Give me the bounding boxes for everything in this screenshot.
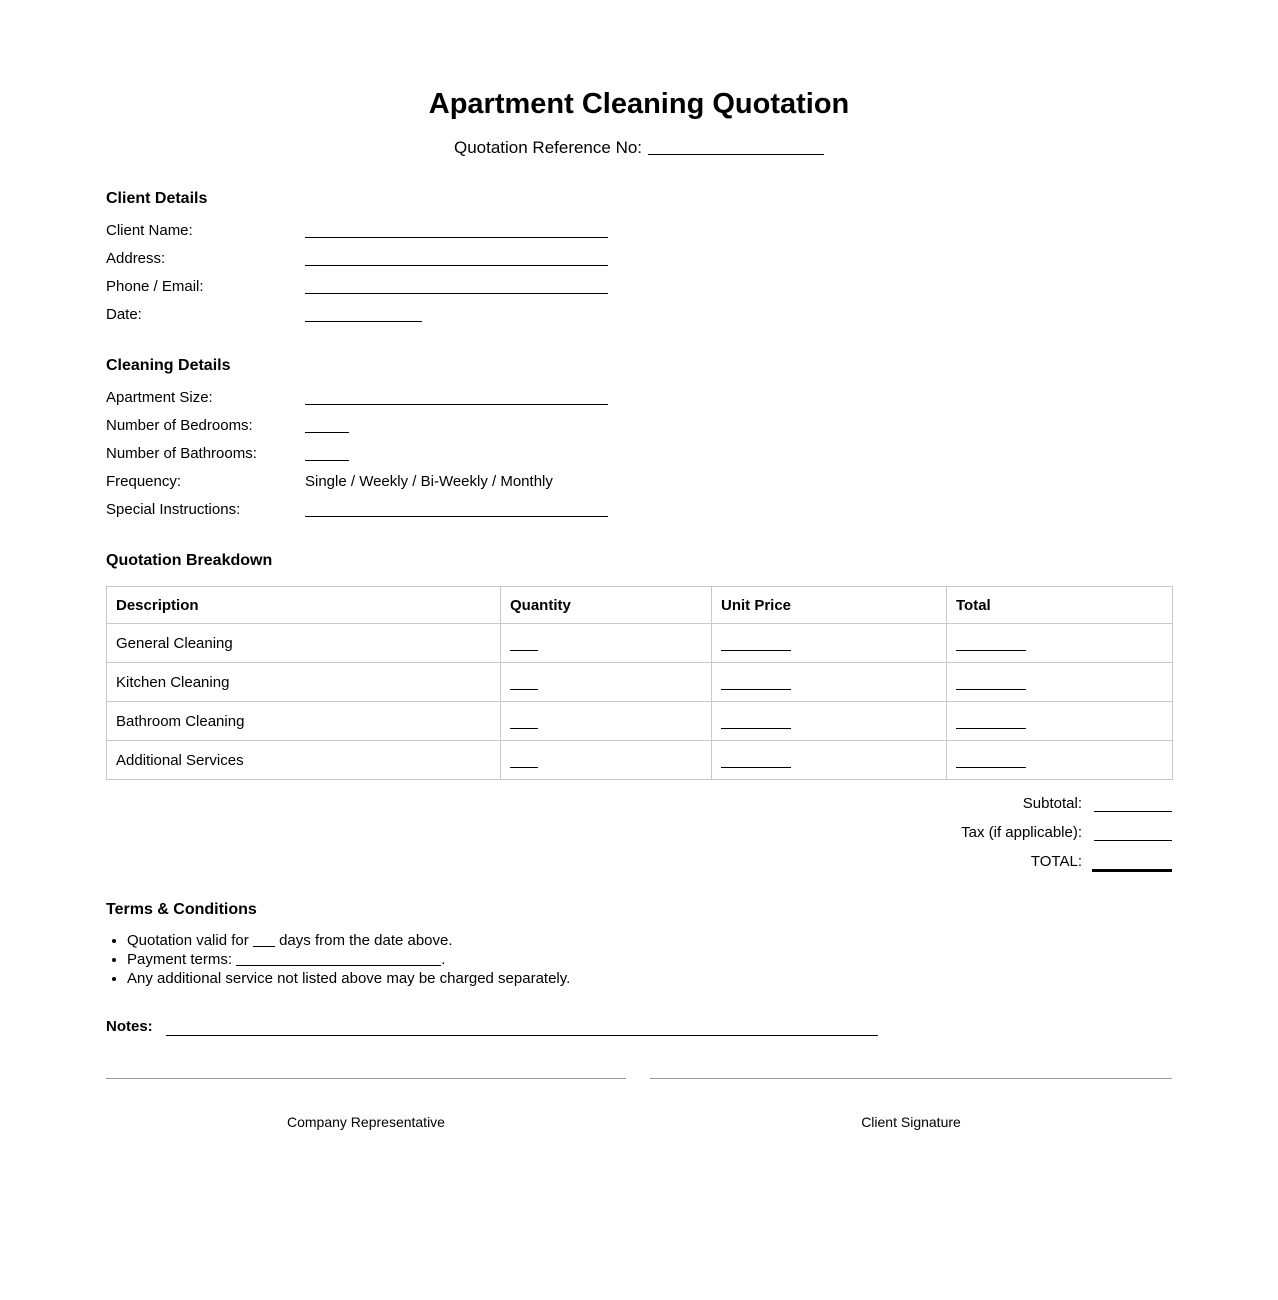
list-item [127, 931, 570, 950]
column-header-unit-price: Unit Price [712, 587, 947, 624]
cleaning-field-label: Frequency: [106, 473, 182, 490]
subtotal-input[interactable] [1094, 811, 1172, 812]
quotation-breakdown-table [106, 586, 1173, 780]
cell-description: General Cleaning [107, 624, 501, 663]
quotation-breakdown-heading: Quotation Breakdown [106, 552, 273, 569]
column-header-quantity: Quantity [501, 587, 712, 624]
table-header-row [107, 587, 1173, 624]
column-header-total: Total [947, 587, 1173, 624]
cleaning-field-label: Special Instructions: [106, 501, 241, 518]
cell-total [947, 702, 1173, 741]
client-field-input[interactable] [305, 321, 422, 322]
cleaning-details-heading: Cleaning Details [106, 357, 231, 374]
subtotal-row [760, 795, 1172, 817]
cleaning-field-label: Apartment Size: [106, 389, 213, 406]
cleaning-field-input[interactable] [305, 516, 608, 517]
client-field-row [106, 278, 1006, 300]
cell-total-input[interactable] [956, 689, 1026, 690]
cell-unit-price [712, 663, 947, 702]
cell-total [947, 741, 1173, 780]
company-representative-signature-line[interactable] [106, 1078, 626, 1079]
cleaning-field-row [106, 445, 1006, 467]
client-signature-label: Client Signature [861, 1114, 961, 1130]
cell-quantity [501, 663, 712, 702]
totals-section [760, 795, 1172, 882]
grand-total-input[interactable] [1092, 869, 1172, 872]
cell-unit-price-input[interactable] [721, 650, 791, 651]
client-field-input[interactable] [305, 237, 608, 238]
cell-unit-price-input[interactable] [721, 689, 791, 690]
cleaning-field-row [106, 473, 1006, 495]
cleaning-field-value: Single / Weekly / Bi-Weekly / Monthly [305, 473, 553, 490]
grand-total-label: TOTAL: [1030, 853, 1082, 870]
quotation-reference-label: Quotation Reference No: [453, 138, 643, 157]
cleaning-field-row [106, 389, 1006, 411]
cleaning-field-label: Number of Bedrooms: [106, 417, 253, 434]
cell-description: Additional Services [107, 741, 501, 780]
term-text: Quotation valid for [127, 932, 249, 949]
cell-quantity-input[interactable] [510, 650, 538, 651]
term-text-suffix: days from the date above. [274, 932, 453, 949]
term-text: Payment terms: [127, 951, 233, 968]
term-input[interactable] [253, 935, 275, 947]
cell-total-input[interactable] [956, 728, 1026, 729]
term-text-suffix: . [441, 951, 446, 968]
cell-quantity-input[interactable] [510, 689, 538, 690]
cell-quantity-input[interactable] [510, 767, 538, 768]
cleaning-field-input[interactable] [305, 432, 349, 433]
term-text: Any additional service not listed above may be charged separately. [127, 970, 571, 987]
table-row [107, 702, 1173, 741]
client-field-label: Address: [106, 250, 166, 267]
cell-quantity [501, 702, 712, 741]
company-representative-label: Company Representative [287, 1114, 445, 1130]
cell-total-input[interactable] [956, 650, 1026, 651]
quotation-reference-row [0, 138, 1278, 158]
page-title: Apartment Cleaning Quotation [428, 88, 850, 120]
cell-unit-price-input[interactable] [721, 767, 791, 768]
client-details-heading: Client Details [106, 190, 208, 207]
client-field-input[interactable] [305, 293, 608, 294]
client-field-input[interactable] [305, 265, 608, 266]
cell-total-input[interactable] [956, 767, 1026, 768]
terms-list [106, 931, 570, 988]
client-field-label: Date: [106, 306, 142, 323]
grand-total-row [760, 853, 1172, 875]
term-input[interactable] [236, 954, 441, 966]
client-field-row [106, 306, 1006, 328]
table-row [107, 624, 1173, 663]
cleaning-field-label: Number of Bathrooms: [106, 445, 257, 462]
client-field-row [106, 222, 1006, 244]
cell-description: Bathroom Cleaning [107, 702, 501, 741]
tax-label: Tax (if applicable): [961, 824, 1082, 841]
notes-input[interactable] [166, 1035, 878, 1036]
cell-description: Kitchen Cleaning [107, 663, 501, 702]
cell-quantity [501, 741, 712, 780]
quotation-reference-input[interactable] [648, 139, 824, 155]
cell-unit-price [712, 702, 947, 741]
list-item [127, 969, 570, 988]
cleaning-field-input[interactable] [305, 460, 349, 461]
cleaning-field-row [106, 417, 1006, 439]
cleaning-field-input[interactable] [305, 404, 608, 405]
table-row [107, 663, 1173, 702]
client-field-label: Client Name: [106, 222, 193, 239]
tax-row [760, 824, 1172, 846]
column-header-description: Description [107, 587, 501, 624]
client-signature-line[interactable] [650, 1078, 1172, 1079]
cell-total [947, 663, 1173, 702]
cell-unit-price [712, 624, 947, 663]
subtotal-label: Subtotal: [1022, 795, 1082, 812]
table-row [107, 741, 1173, 780]
notes-row [106, 1018, 1006, 1040]
notes-label: Notes: [106, 1018, 153, 1035]
client-field-label: Phone / Email: [106, 278, 204, 295]
terms-heading: Terms & Conditions [106, 901, 257, 918]
client-field-row [106, 250, 1006, 272]
cleaning-field-row [106, 501, 1006, 523]
cell-unit-price-input[interactable] [721, 728, 791, 729]
cell-total [947, 624, 1173, 663]
cell-unit-price [712, 741, 947, 780]
tax-input[interactable] [1094, 840, 1172, 841]
list-item [127, 950, 570, 969]
cell-quantity [501, 624, 712, 663]
cell-quantity-input[interactable] [510, 728, 538, 729]
